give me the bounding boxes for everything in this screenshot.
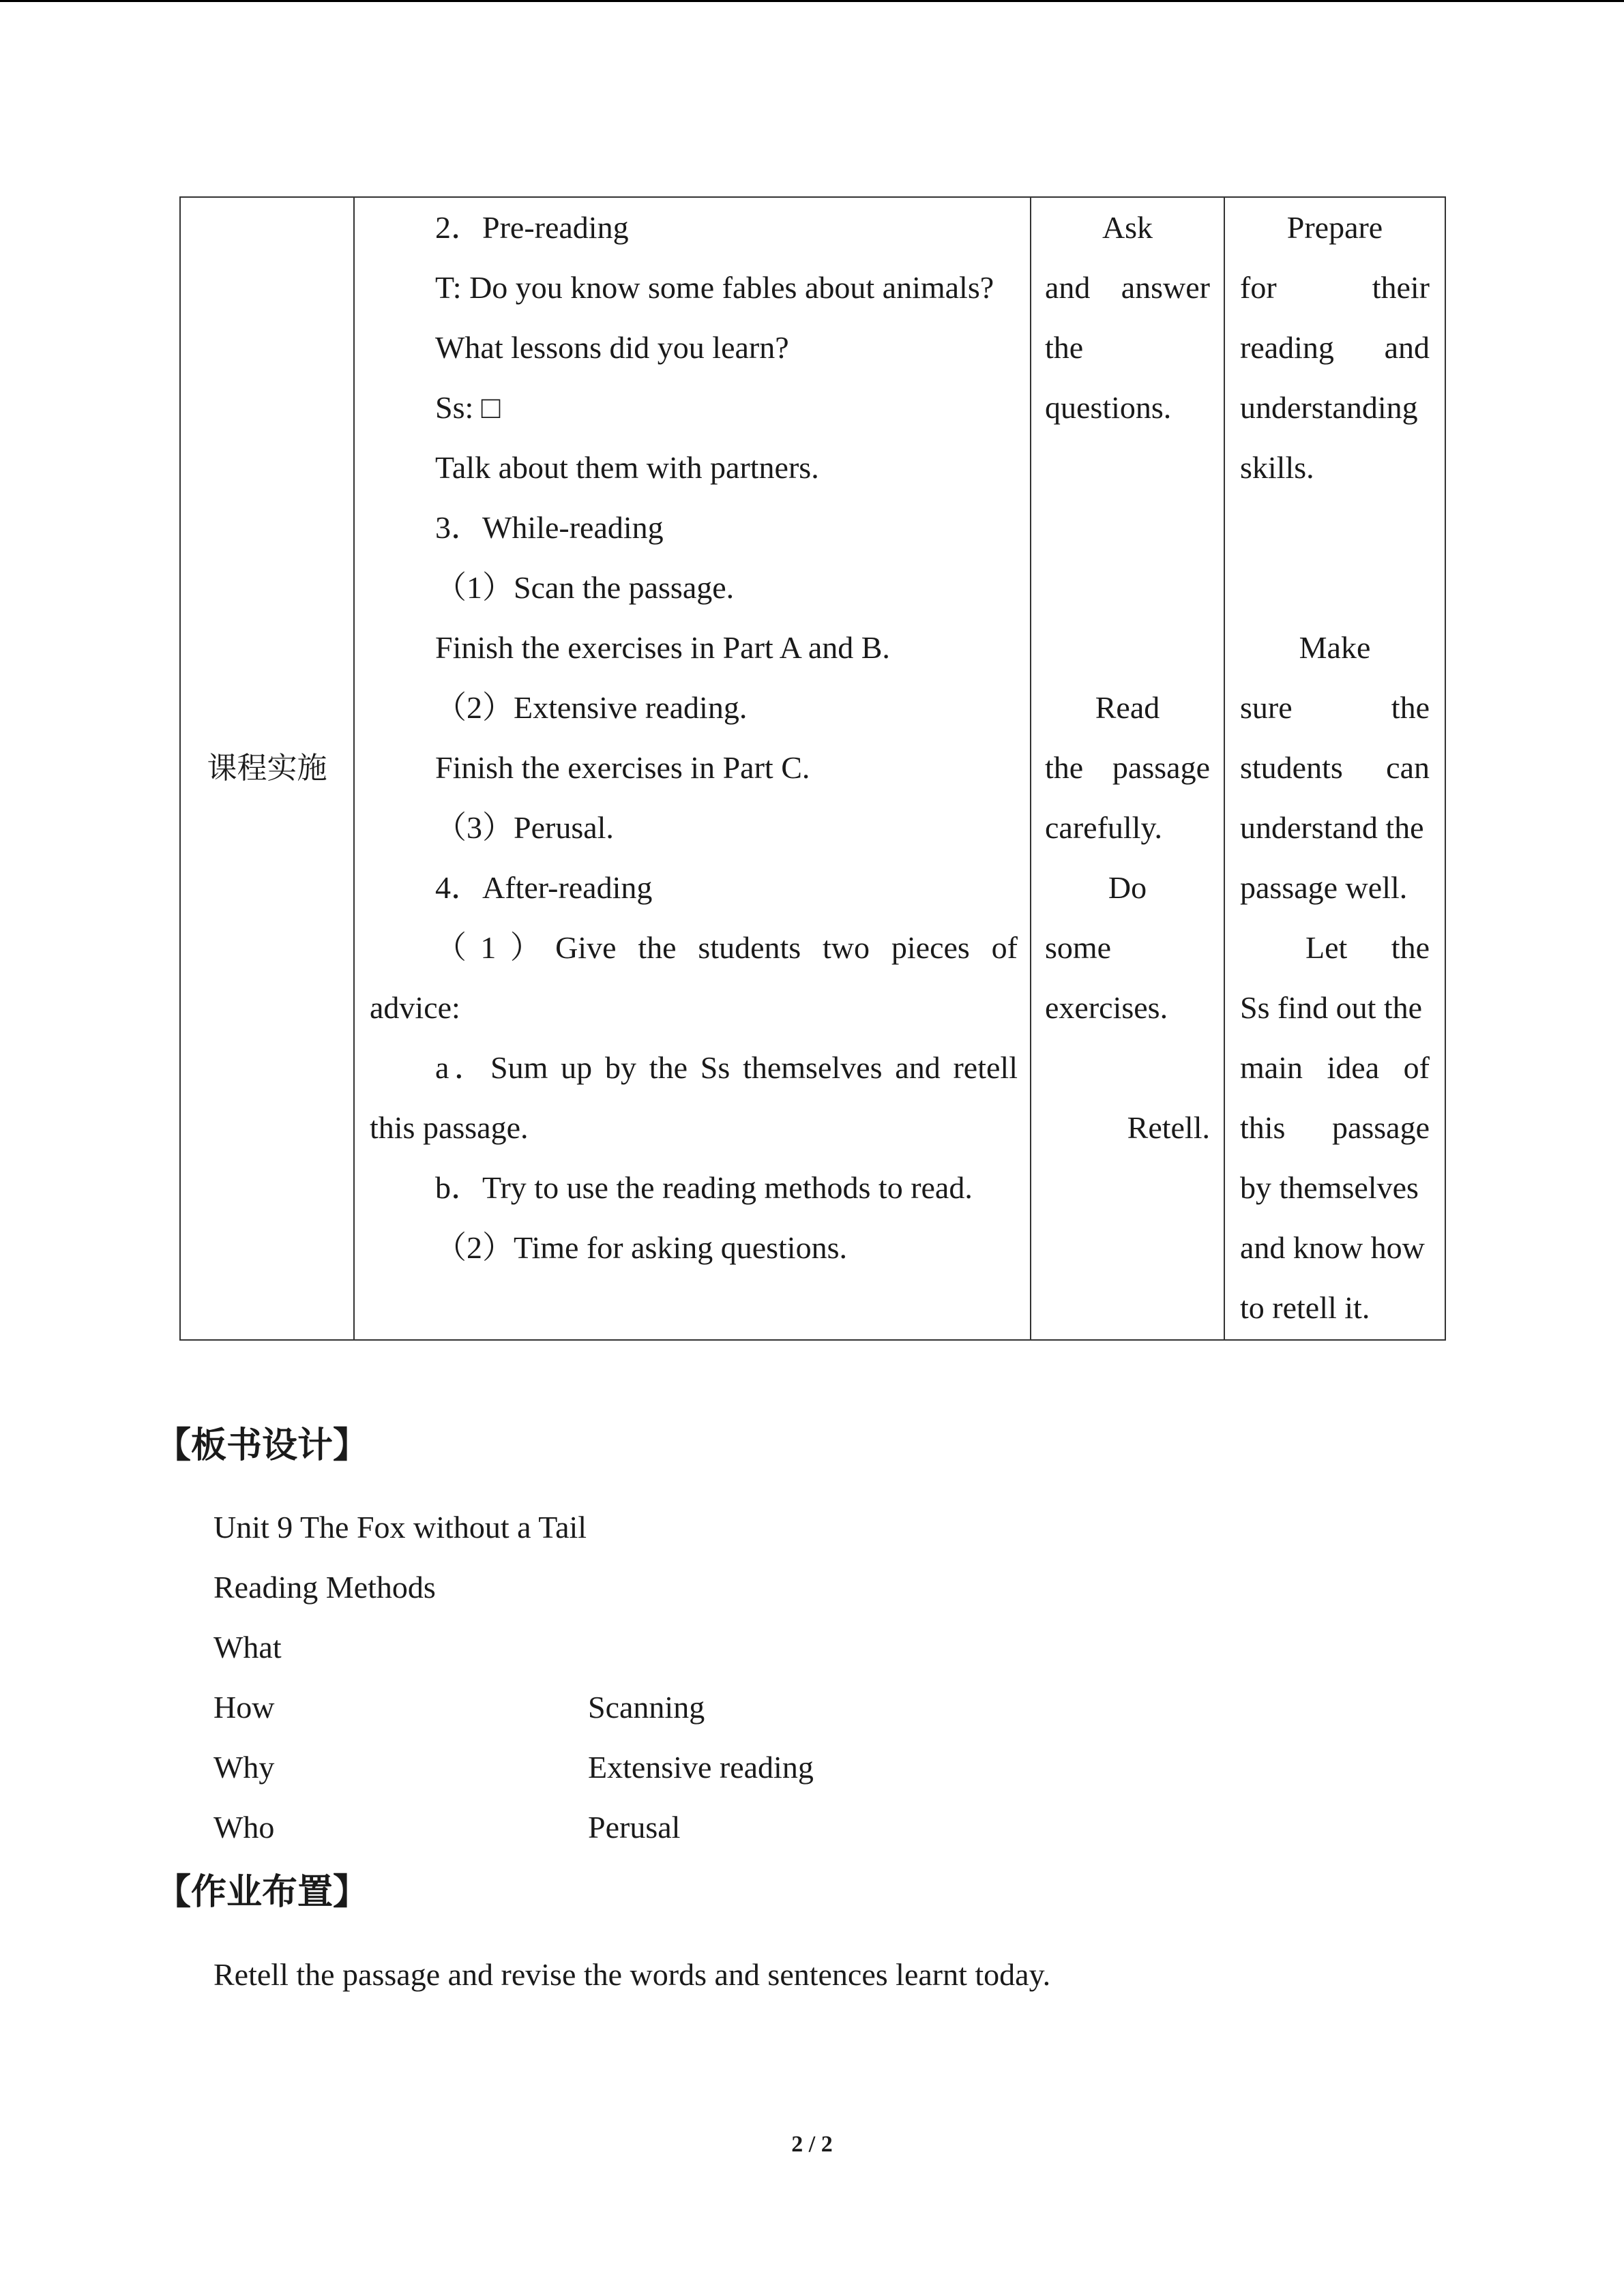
board-title: Unit 9 The Fox without a Tail (213, 1510, 587, 1545)
activity-line: Do (1108, 870, 1147, 905)
process-line: 2．Pre-reading (435, 210, 629, 245)
intent-line: Prepare (1286, 210, 1383, 245)
intent-line: reading and (1240, 330, 1430, 365)
activity-line: Read (1095, 690, 1160, 725)
student-activity-cell (1031, 197, 1224, 1340)
process-line: a．Sum up by the Ss themselves and retell (435, 1050, 1018, 1085)
process-line: （3）Perusal. (435, 810, 614, 845)
process-line: Talk about them with partners. (435, 450, 819, 485)
top-border (0, 0, 1624, 2)
activity-line: Retell. (1127, 1110, 1210, 1145)
board-subtitle: Reading Methods (213, 1570, 436, 1605)
activity-line: the (1045, 330, 1084, 365)
process-line: What lessons did you learn? (435, 330, 789, 365)
intent-line: and know how (1240, 1230, 1425, 1265)
intent-line: this passage (1240, 1110, 1430, 1145)
board-right-item: Perusal (588, 1810, 681, 1845)
intent-line: skills. (1240, 450, 1314, 485)
activity-line: questions. (1045, 390, 1172, 425)
process-line: 4．After-reading (435, 870, 653, 905)
process-line: （2）Extensive reading. (435, 690, 748, 725)
board-right-item: Extensive reading (588, 1750, 814, 1785)
page-number: 2 / 2 (791, 2132, 833, 2157)
intent-line: Ss find out the (1240, 990, 1423, 1025)
intent-line: understanding (1240, 390, 1418, 425)
process-line: （1）Give the students two pieces of (435, 930, 1018, 965)
process-line: （2）Time for asking questions. (435, 1230, 847, 1265)
intent-line: Make (1299, 630, 1371, 665)
activity-line: some (1045, 930, 1112, 965)
process-line: T: Do you know some fables about animals? (435, 270, 994, 305)
row-label: 课程实施 (180, 197, 354, 1340)
activity-line: Ask (1102, 210, 1153, 245)
activity-line: and answer (1045, 270, 1210, 305)
process-line: Finish the exercises in Part A and B. (435, 630, 890, 665)
intent-line: for their (1240, 270, 1430, 305)
process-line: advice: (370, 990, 460, 1025)
board-left-item: Why (213, 1750, 275, 1785)
process-line: 3．While-reading (435, 510, 664, 545)
activity-line: exercises. (1045, 990, 1168, 1025)
board-left-item: How (213, 1690, 275, 1725)
intent-line: to retell it. (1240, 1290, 1370, 1325)
board-design-heading: 【板书设计】 (156, 1425, 369, 1466)
lesson-table (179, 196, 1446, 1341)
process-line: Finish the exercises in Part C. (435, 750, 810, 785)
board-left-item: What (213, 1630, 282, 1665)
activity-line: the passage (1045, 750, 1210, 785)
intent-line: understand the (1240, 810, 1424, 845)
activity-line: carefully. (1045, 810, 1162, 845)
homework-text: Retell the passage and revise the words and sentences learnt today. (213, 1957, 1051, 1992)
intent-line: by themselves (1240, 1170, 1419, 1205)
board-left-item: Who (213, 1810, 275, 1845)
intent-line: students can (1240, 750, 1430, 785)
table-row (180, 197, 1445, 1340)
intent-line: sure the (1240, 690, 1430, 725)
process-line: b．Try to use the reading methods to read. (435, 1170, 973, 1205)
intent-line: Let the (1305, 930, 1430, 965)
process-line: （1）Scan the passage. (435, 570, 735, 605)
process-line: Ss: □ (435, 390, 501, 425)
design-intent-cell (1224, 197, 1445, 1340)
homework-heading: 【作业布置】 (156, 1872, 369, 1913)
intent-line: main idea of (1240, 1050, 1430, 1085)
process-cell (354, 197, 1031, 1340)
board-right-item: Scanning (588, 1690, 705, 1725)
intent-line: passage well. (1240, 870, 1408, 905)
process-line: this passage. (370, 1110, 529, 1145)
